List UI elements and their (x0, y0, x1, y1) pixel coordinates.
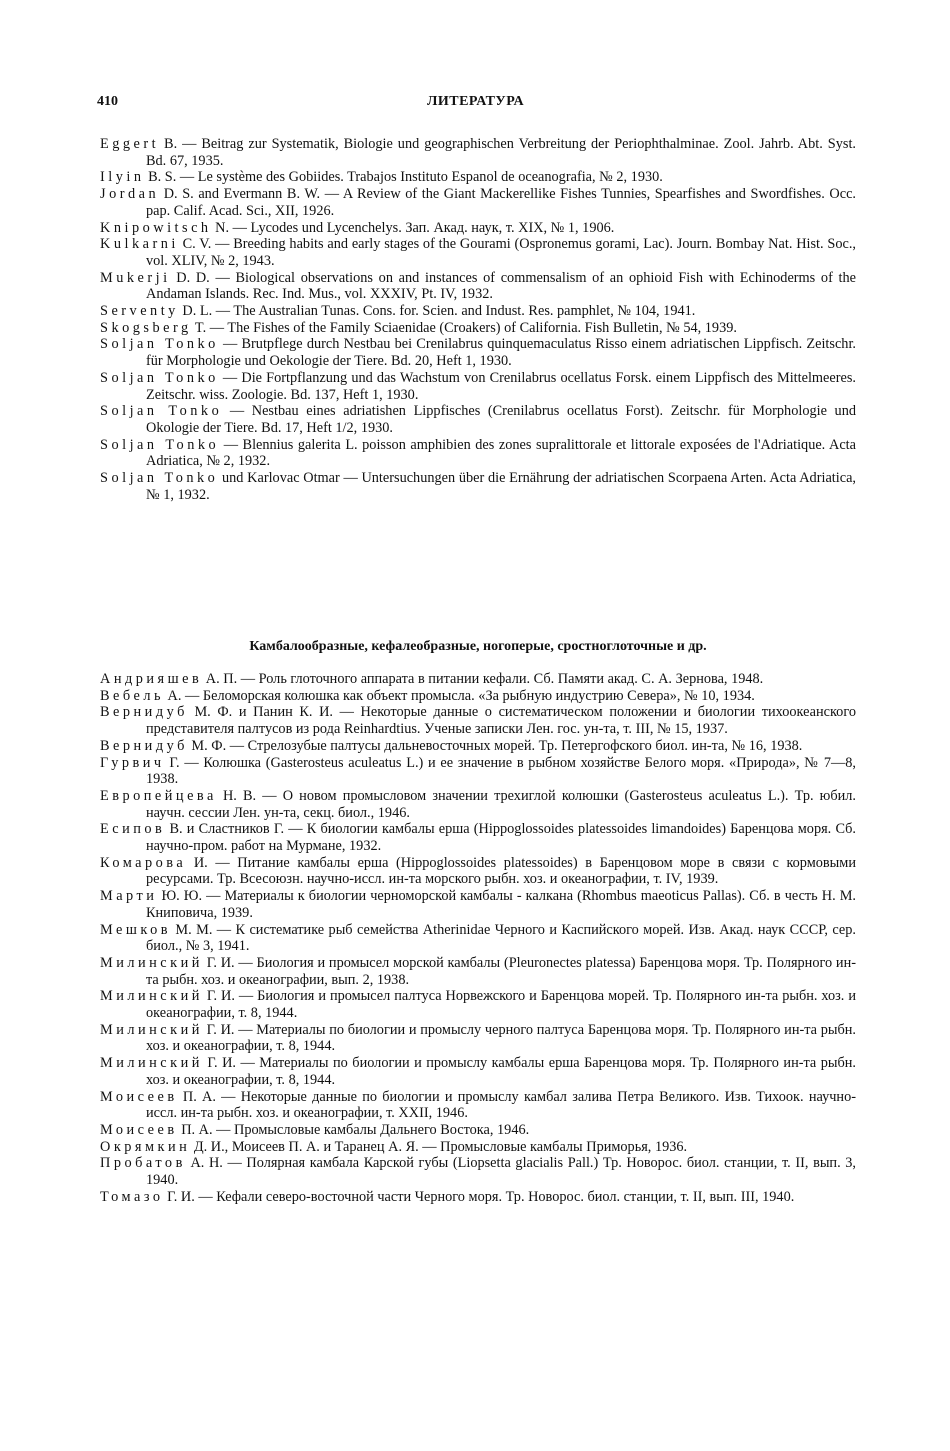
reference-text: Н. В. — О новом промысловом значении трехиглой колюшки (Gasterosteus aculeatus L.). Тр. юбил. научн. сессии Лен. ун-та, секц. биол., 1946. (146, 787, 856, 821)
reference-entry (100, 988, 856, 1021)
reference-text: Г. И. — Материалы по биологии и промыслу черного палтуса Баренцова моря. Тр. Полярного ин-та рыбн. хоз. и океанографии, т. 8, 1944. (146, 1021, 856, 1055)
reference-list-foreign (100, 136, 856, 503)
reference-entry (100, 403, 856, 436)
reference-author: Soljan Tonko (100, 470, 219, 487)
reference-author: Моисеев (100, 1121, 178, 1138)
reference-text: D. L. — The Australian Tunas. Cons. for. Scien. and Indust. Res. pamphlet, № 104, 1941. (178, 303, 696, 320)
reference-entry (100, 437, 856, 470)
reference-text: — Blennius galerita L. poisson amphibien des zones supralittorale et littorale exposées de l'Adriatique. Acta Adriatica, № 2, 1932. (146, 436, 856, 470)
reference-author: Окрямкин (100, 1138, 191, 1155)
reference-text: und Karlovac Otmar — Untersuchungen über die Ernährung der adriatischen Scorpaena Arten. Acta Adriatica, № 1, 1932. (146, 470, 856, 503)
reference-author: Андрияшев (100, 671, 203, 687)
reference-text: — Die Fortpflanzung und das Wachstum von Crenilabrus ocellatus Forsk. einem Lippfisch des Mittelmeeres. Zeitschr. wiss. Zoologie. Bd. 137, Heft 1, 1930. (146, 369, 856, 403)
reference-author: Марти (100, 888, 158, 905)
reference-text: П. А. — Некоторые данные по биологии и промыслу камбал залива Петра Великого. Изв. Тихоок. научно-иссл. ин-та рыбн. хоз. и океанографии, т. XXII, 1946. (146, 1088, 856, 1122)
reference-entry (100, 270, 856, 303)
reference-author: Soljan Tonko (100, 369, 219, 386)
reference-text: Г. — Колюшка (Gasterosteus aculeatus L.) и ее значение в рыбном хозяйстве Белого моря. «Природа», № 7—8, 1938. (146, 754, 856, 788)
reference-author: Милинский (100, 988, 203, 1005)
reference-author: Комарова (100, 854, 187, 871)
reference-entry (100, 671, 856, 688)
page-number: 410 (97, 94, 118, 109)
reference-entry (100, 688, 856, 705)
reference-text: Г. И. — Биология и промысел морской камбалы (Pleuronectes platessa) Баренцова моря. Тр. Полярного ин-та рыбн. хоз. и океанографии, вып. 2, 1938. (146, 954, 856, 988)
reference-entry (100, 888, 856, 921)
reference-author: Пробатов (100, 1155, 186, 1172)
reference-entry (100, 136, 856, 169)
reference-text: М. Ф. и Панин К. И. — Некоторые данные о систематическом положении и биологии тихоокеанского представителя палтусов из рода Reinhardtius. Ученые записки Лен. гос. ун-та, т. III, № 15, 1937. (146, 704, 856, 738)
reference-entry (100, 788, 856, 821)
reference-text: B. S. — Le système des Gobiides. Trabajos Instituto Espanol de oceanografia, № 2, 1930. (144, 169, 663, 186)
reference-text: Г. И. — Материалы по биологии и промыслу камбалы ерша Баренцова моря. Тр. Полярного ин-та рыбн. хоз. и океанографии, т. 8, 1944. (146, 1055, 856, 1088)
reference-text: — Nestbau eines adriatishen Lippfisches (Crenilabrus ocellatus Forst). Zeitschr. für Morphologie und Okologie der Tiere. Bd. 17, Heft 1/2, 1930. (146, 403, 856, 436)
reference-author: Soljan Tonko (100, 436, 220, 453)
reference-author: Милинский (100, 1021, 203, 1038)
reference-entry (100, 738, 856, 755)
reference-entry (100, 922, 856, 955)
reference-list-russian (100, 671, 856, 1206)
reference-text: Г. И. — Биология и промысел палтуса Норвежского и Баренцова морей. Тр. Полярного ин-та рыбн. хоз. и океанографии, т. 8, 1944. (146, 988, 856, 1022)
reference-entry (100, 1189, 856, 1206)
reference-text: Д. И., Моисеев П. А. и Таранец А. Я. — Промысловые камбалы Приморья, 1936. (190, 1138, 688, 1155)
reference-author: Soljan Tonko (100, 403, 223, 420)
reference-text: D. S. and Evermann B. W. — A Review of the Giant Mackerellike Fishes Tunnies, Spearfishes and Swordfishes. Occ. pap. Calif. Acad. Sci., XII, 1926. (146, 186, 856, 219)
section-heading: Камбалообразные, кефалеобразные, ногоперые, сростноглоточные и др. (249, 639, 707, 654)
reference-text: C. V. — Breeding habits and early stages of the Gourami (Ospronemus gorami, Lac). Journ. Bombay Nat. Hist. Soc., vol. XLIV, № 2, 1943. (146, 236, 856, 269)
reference-author: Есипов (100, 821, 166, 838)
reference-text: М. Ф. — Стрелозубые палтусы дальневосточных морей. Тр. Петергофского биол. ин-та, № 16, 1938. (187, 737, 803, 754)
reference-author: Милинский (100, 1055, 203, 1072)
reference-text: П. А. — Промысловые камбалы Дальнего Востока, 1946. (177, 1121, 530, 1138)
reference-author: Европейцева (100, 787, 217, 804)
reference-author: Томазо (100, 1188, 164, 1205)
reference-entry (100, 220, 856, 237)
reference-author: Serventy (100, 303, 179, 320)
reference-text: А. П. — Роль глоточного аппарата в питании кефали. Сб. Памяти акад. С. А. Зернова, 1948. (202, 671, 764, 687)
reference-author: Вернидуб (100, 704, 188, 721)
reference-text: B. — Beitrag zur Systematik, Biologie und geographischen Verbreitung der Periophthalminae. Zool. Jahrb. Abt. Syst. Bd. 67, 1935. (146, 136, 856, 169)
reference-author: Вернидуб (100, 737, 188, 754)
reference-entry (100, 470, 856, 503)
reference-entry (100, 821, 856, 854)
reference-entry (100, 370, 856, 403)
running-title: ЛИТЕРАТУРА (426, 94, 525, 109)
reference-entry (100, 755, 856, 788)
reference-author: Kulkarni (100, 236, 179, 253)
reference-author: Мешков (100, 921, 171, 938)
reference-text: А. Н. — Полярная камбала Карской губы (Liopsetta glacialis Pall.) Тр. Новорос. биол. станции, т. II, вып. 3, 1940. (146, 1155, 856, 1189)
reference-text: D. D. — Biological observations on and instances of commensalism of an ophioid Fish with Echinoderms of the Andaman Islands. Rec. Ind. Mus., vol. XXXIV, Pt. IV, 1932. (146, 269, 856, 303)
reference-entry (100, 1155, 856, 1188)
reference-text: Г. И. — Кефали северо-восточной части Черного моря. Тр. Новорос. биол. станции, т. II, вып. III, 1940. (163, 1188, 795, 1205)
reference-text: T. — The Fishes of the Family Sciaenidae (Croakers) of California. Fish Bulletin, № 54, 1939. (191, 319, 737, 336)
reference-entry (100, 236, 856, 269)
reference-entry (100, 855, 856, 888)
reference-text: М. М. — К систематике рыб семейства Atherinidae Черного и Каспийского морей. Изв. Акад. наук СССР, сер. биол., № 3, 1941. (146, 921, 856, 955)
reference-text: — Brutpflege durch Nestbau bei Crenilabrus quinquemaculatus Risso einem adriatischen Lippfisch. Zeitschr. für Morphologie und Oekologie der Tiere. Bd. 20, Heft 1, 1930. (146, 336, 856, 370)
reference-entry (100, 336, 856, 369)
reference-entry (100, 169, 856, 186)
reference-entry (100, 1022, 856, 1055)
reference-text: А. — Беломорская колюшка как объект промысла. «За рыбную индустрию Севера», № 10, 1934. (163, 687, 755, 704)
reference-author: Skogsberg (100, 319, 192, 336)
reference-author: Моисеев (100, 1088, 178, 1105)
reference-entry (100, 186, 856, 219)
reference-text: В. и Сластников Г. — К биологии камбалы ерша (Hippoglossoides platessoides limandoides) Баренцова моря. Сб. научно-пром. работ на Мурмане, 1932. (146, 821, 856, 855)
reference-text: N. — Lycodes und Lycenchelys. Зап. Акад. наук, т. XIX, № 1, 1906. (211, 219, 615, 236)
reference-entry (100, 955, 856, 988)
reference-author: Jordan (100, 186, 160, 203)
reference-text: И. — Питание камбалы ерша (Hippoglossoides platessoides) в Баренцовом море в связи с кормовыми ресурсами. Тр. Всесоюзн. научно-иссл. ин-та морского рыбн. хоз. и океанографии, т. IV, 1939. (146, 854, 856, 888)
reference-entry (100, 1139, 856, 1156)
reference-entry (100, 704, 856, 737)
reference-entry (100, 320, 856, 337)
reference-author: Knipowitsch (100, 219, 212, 236)
reference-entry (100, 1055, 856, 1088)
reference-author: Mukerji (100, 269, 171, 286)
reference-text: Ю. Ю. — Материалы к биологии черноморской камбалы - калкана (Rhombus maeoticus Pallas). Сб. в честь Н. М. Книповича, 1939. (146, 888, 856, 921)
reference-author: Гурвич (100, 754, 165, 771)
reference-author: Ilyin (100, 169, 145, 186)
reference-author: Soljan Tonko (100, 336, 219, 353)
reference-author: Милинский (100, 954, 203, 971)
page-header (97, 92, 854, 112)
reference-entry (100, 303, 856, 320)
reference-entry (100, 1089, 856, 1122)
reference-author: Вебель (100, 687, 164, 704)
reference-author: Eggert (100, 136, 160, 152)
reference-entry (100, 1122, 856, 1139)
